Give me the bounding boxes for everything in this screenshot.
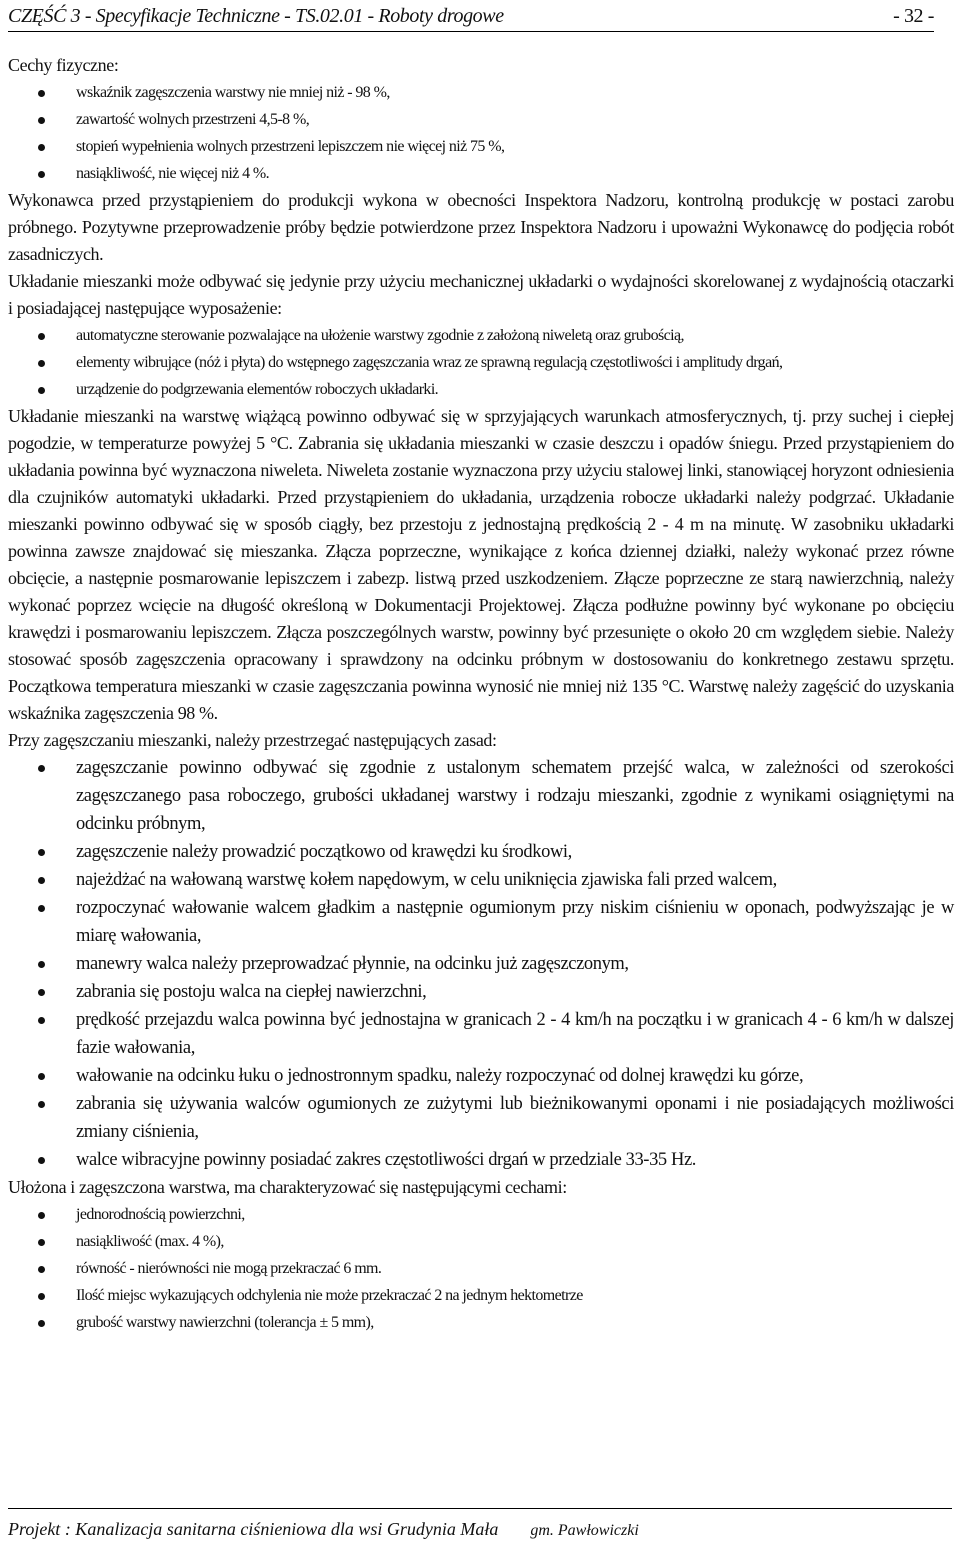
list-item: zabrania się postoju walca na ciepłej nawierzchni,: [8, 978, 954, 1006]
list-item: równość - nierówności nie mogą przekraczać 6 mm.: [8, 1255, 954, 1282]
paragraph-paver: Układanie mieszanki może odbywać się jedynie przy użyciu mechanicznej układarki o wydajności skorelowanej z wydajnością otaczarki i posiadającej następujące wyposażenie:: [8, 271, 954, 318]
paragraph-layer-features: Ułożona i zagęszczona warstwa, ma charakteryzować się następującymi cechami:: [8, 1177, 567, 1197]
list-item: rozpoczynać wałowanie walcem gładkim a następnie ogumionym przy niskim ciśnieniu w oponach, podwyższając je w miarę wałowania,: [8, 894, 954, 950]
list-item: urządzenie do podgrzewania elementów roboczych układarki.: [8, 376, 954, 403]
list-item: prędkość przejazdu walca powinna być jednostajna w granicach 2 - 4 km/h na początku i w granicach 4 - 6 km/h w dalszej fazie wałowania,: [8, 1006, 954, 1062]
physical-properties-list: [8, 79, 954, 187]
header-title: CZĘŚĆ 3 - Specyfikacje Techniczne - TS.02.01 - Roboty drogowe: [8, 5, 504, 27]
page-number: - 32 -: [893, 5, 934, 27]
list-item: automatyczne sterowanie pozwalające na ułożenie warstwy zgodnie z założoną niweletą oraz grubością,: [8, 322, 954, 349]
list-item: nasiąkliwość, nie więcej niż 4 %.: [8, 160, 954, 187]
section-title: Cechy fizyczne:: [8, 55, 119, 75]
paragraph-laying: Układanie mieszanki na warstwę wiążącą powinno odbywać się w sprzyjających warunkach atmosferycznych, tj. przy suchej i ciepłej pogodzie, w temperaturze powyżej 5 °C. Zabrania się układania mieszanki w czasie deszczu i opadów śniegu. Przed przystąpieniem do układania powinna być wyznaczona niweleta. Niweleta zostanie wyznaczona przy użyciu stalowej linki, stanowiącej horyzont odniesienia dla czujników automatyki układarki. Przed przystąpieniem do układania, urządzenia robocze układarki należy podgrzać. Układanie mieszanki powinno odbywać się w sposób ciągły, bez przestoju z jednostajną prędkością 2 - 4 m na minutę. W zasobniku układarki powinna zawsze znajdować się mieszanka. Złącza poprzeczne, wynikające z końca dziennej działki, należy wykonać przez równe obcięcie, a następnie posmarowanie lepiszczem i zabezp. listwą przed uszkodzeniem. Złącze poprzeczne ze starą nawierzchnią, należy wykonać poprzez wcięcie na długość określoną w Dokumentacji Projektowej. Złącza podłużne powinny być wykonane po obcięciu krawędzi i posmarowaniu lepiszczem. Złącza poszczególnych warstw, powinny być przesunięte o około 20 cm względem siebie. Należy stosować sposób zagęszczenia opracowany i sprawdzony na odcinku próbnym w dostosowaniu do konkretnego zestawu sprzętu. Początkowa temperatura mieszanki w czasie zagęszczania powinna wynosić nie mniej niż 135 °C. Warstwę należy zagęścić do uzyskania wskaźnika zagęszczenia 98 %.: [8, 406, 954, 723]
list-item: wałowanie na odcinku łuku o jednostronnym spadku, należy rozpoczynać od dolnej krawędzi ku górze,: [8, 1062, 954, 1090]
page-footer: [8, 1508, 952, 1542]
list-item: walce wibracyjne powinny posiadać zakres częstotliwości drgań w przedziale 33-35 Hz.: [8, 1146, 954, 1174]
list-item: zabrania się używania walców ogumionych ze zużytymi lub bieżnikowanymi oponami i nie posiadających możliwości zmiany ciśnienia,: [8, 1090, 954, 1146]
paragraph-compaction-intro: Przy zagęszczaniu mieszanki, należy przestrzegać następujących zasad:: [8, 730, 497, 750]
document-body: [8, 52, 954, 1336]
layer-features-list: [8, 1201, 954, 1336]
list-item: wskaźnik zagęszczenia warstwy nie mniej niż - 98 %,: [8, 79, 954, 106]
list-item: jednorodnością powierzchni,: [8, 1201, 954, 1228]
list-item: Ilość miejsc wykazujących odchylenia nie może przekraczać 2 na jednym hektometrze: [8, 1282, 954, 1309]
footer-project: Projekt : Kanalizacja sanitarna ciśnieniowa dla wsi Grudynia Mała: [8, 1519, 499, 1539]
list-item: stopień wypełnienia wolnych przestrzeni lepiszczem nie więcej niż 75 %,: [8, 133, 954, 160]
list-item: manewry walca należy przeprowadzać płynnie, na odcinku już zagęszczonym,: [8, 950, 954, 978]
page-header: [8, 3, 934, 32]
list-item: nasiąkliwość (max. 4 %),: [8, 1228, 954, 1255]
compaction-rules-list: [8, 754, 954, 1174]
paver-equipment-list: [8, 322, 954, 403]
list-item: zagęszczanie powinno odbywać się zgodnie z ustalonym schematem przejść walca, w zależności od szerokości zagęszczanego pasa roboczego, grubości układanej warstwy i rodzaju mieszanki, zgodnie z wynikami osiągniętymi na odcinku próbnym,: [8, 754, 954, 838]
footer-gmina: gm. Pawłowiczki: [530, 1522, 639, 1539]
list-item: zagęszczenie należy prowadzić początkowo od krawędzi ku środkowi,: [8, 838, 954, 866]
paragraph-trial-production: Wykonawca przed przystąpieniem do produkcji wykona w obecności Inspektora Nadzoru, kontrolną produkcję w postaci zarobu próbnego. Pozytywne przeprowadzenie próby będzie potwierdzone przez Inspektora Nadzoru i upoważni Wykonawcę do podjęcia robót zasadniczych.: [8, 190, 954, 264]
list-item: grubość warstwy nawierzchni (tolerancja ± 5 mm),: [8, 1309, 954, 1336]
list-item: najeżdżać na wałowaną warstwę kołem napędowym, w celu uniknięcia zjawiska fali przed walcem,: [8, 866, 954, 894]
list-item: elementy wibrujące (nóż i płyta) do wstępnego zagęszczania wraz ze sprawną regulacją częstotliwości i amplitudy drgań,: [8, 349, 954, 376]
list-item: zawartość wolnych przestrzeni 4,5-8 %,: [8, 106, 954, 133]
